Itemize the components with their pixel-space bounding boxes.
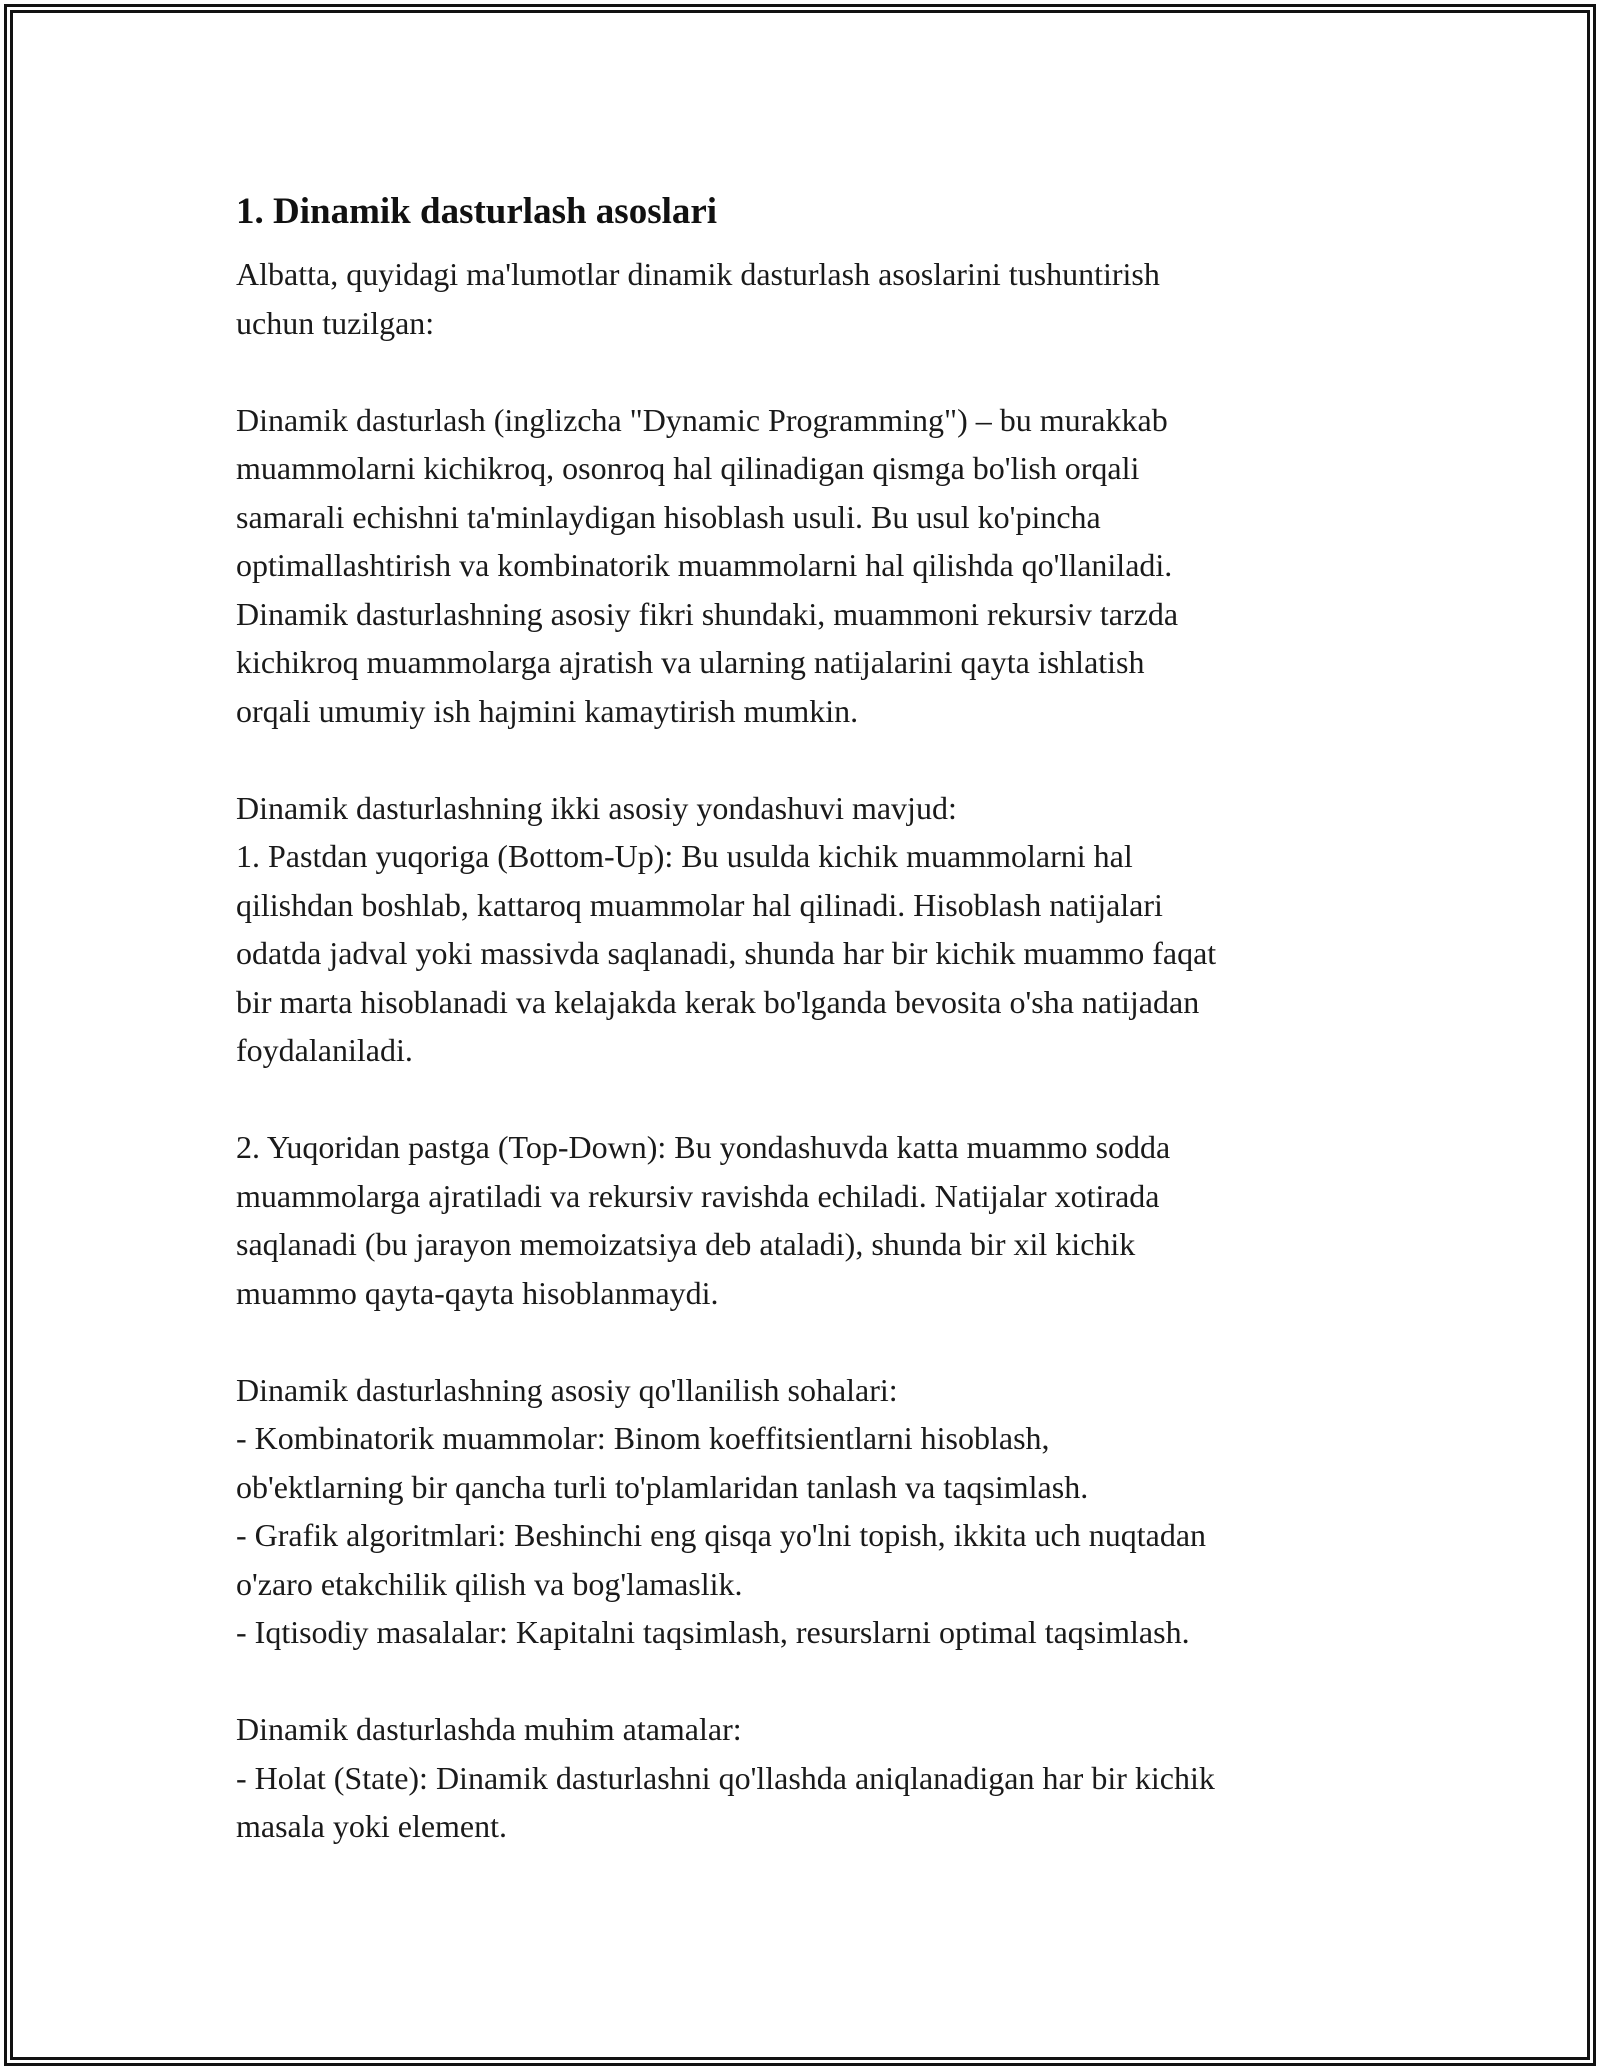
paragraph-gap — [236, 347, 1386, 396]
paragraph — [236, 250, 1386, 347]
document-title: 1. Dinamik dasturlash asoslari — [236, 191, 718, 232]
paragraph-gap — [236, 1075, 1386, 1124]
text-line: - Kombinatorik muammolar: Binom koeffitsientlarni hisoblash, — [236, 1420, 1050, 1456]
text-line: odatda jadval yoki massivda saqlanadi, shunda har bir kichik muammo faqat — [236, 935, 1217, 971]
paragraph — [236, 396, 1386, 736]
text-line: saqlanadi (bu jarayon memoizatsiya deb ataladi), shunda bir xil kichik — [236, 1226, 1136, 1262]
text-line: - Grafik algoritmlari: Beshinchi eng qisqa yo'lni topish, ikkita uch nuqtadan — [236, 1517, 1207, 1553]
text-line: bir marta hisoblanadi va kelajakda kerak bo'lganda bevosita o'sha natijadan — [236, 983, 1200, 1020]
text-line: Dinamik dasturlashning ikki asosiy yondashuvi mavjud: — [236, 789, 957, 826]
text-line: uchun tuzilgan: — [236, 304, 435, 341]
document-body — [236, 250, 1386, 1851]
text-line: ob'ektlarning bir qancha turli to'plamlaridan tanlash va taqsimlash. — [236, 1468, 1089, 1505]
paragraph — [236, 1366, 1386, 1657]
paragraph — [236, 784, 1386, 1075]
text-line: - Iqtisodiy masalalar: Kapitalni taqsimlash, resurslarni optimal taqsimlash. — [236, 1614, 1190, 1650]
paragraph-gap — [236, 1657, 1386, 1706]
text-line: kichikroq muammolarga ajratish va ularning natijalarini qayta ishlatish — [236, 644, 1145, 680]
text-line: 2. Yuqoridan pastga (Top-Down): Bu yondashuvda katta muammo sodda — [236, 1129, 1171, 1165]
text-line: orqali umumiy ish hajmini kamaytirish mumkin. — [236, 692, 859, 729]
text-line: Dinamik dasturlash (inglizcha "Dynamic Programming") – bu murakkab — [236, 401, 1168, 438]
text-line: qilishdan boshlab, kattaroq muammolar hal qilinadi. Hisoblash natijalari — [236, 886, 1163, 923]
text-line: 1. Pastdan yuqoriga (Bottom-Up): Bu usulda kichik muammolarni hal — [236, 838, 1133, 874]
text-line: Dinamik dasturlashning asosiy fikri shundaki, muammoni rekursiv tarzda — [236, 595, 1179, 632]
paragraph-gap — [236, 1317, 1386, 1366]
paragraph — [236, 1705, 1386, 1851]
paragraph-gap — [236, 735, 1386, 784]
text-line: - Holat (State): Dinamik dasturlashni qo'llashda aniqlanadigan har bir kichik — [236, 1759, 1215, 1796]
text-line: optimallashtirish va kombinatorik muammolarni hal qilishda qo'llaniladi. — [236, 547, 1173, 583]
text-line: muammo qayta-qayta hisoblanmaydi. — [236, 1274, 719, 1311]
text-line: o'zaro etakchilik qilish va bog'lamaslik. — [236, 1565, 743, 1602]
document-page — [236, 186, 1386, 1851]
text-line: samarali echishni ta'minlaydigan hisoblash usuli. Bu usul ko'pincha — [236, 498, 1101, 535]
text-line: Albatta, quyidagi ma'lumotlar dinamik dasturlash asoslarini tushuntirish — [236, 256, 1160, 292]
text-line: foydalaniladi. — [236, 1032, 413, 1068]
text-line: Dinamik dasturlashning asosiy qo'llanilish sohalari: — [236, 1371, 898, 1408]
paragraph — [236, 1123, 1386, 1317]
text-line: masala yoki element. — [236, 1808, 508, 1844]
text-line: Dinamik dasturlashda muhim atamalar: — [236, 1711, 742, 1747]
text-line: muammolarni kichikroq, osonroq hal qilinadigan qismga bo'lish orqali — [236, 450, 1140, 486]
text-line: muammolarga ajratiladi va rekursiv ravishda echiladi. Natijalar xotirada — [236, 1177, 1160, 1214]
